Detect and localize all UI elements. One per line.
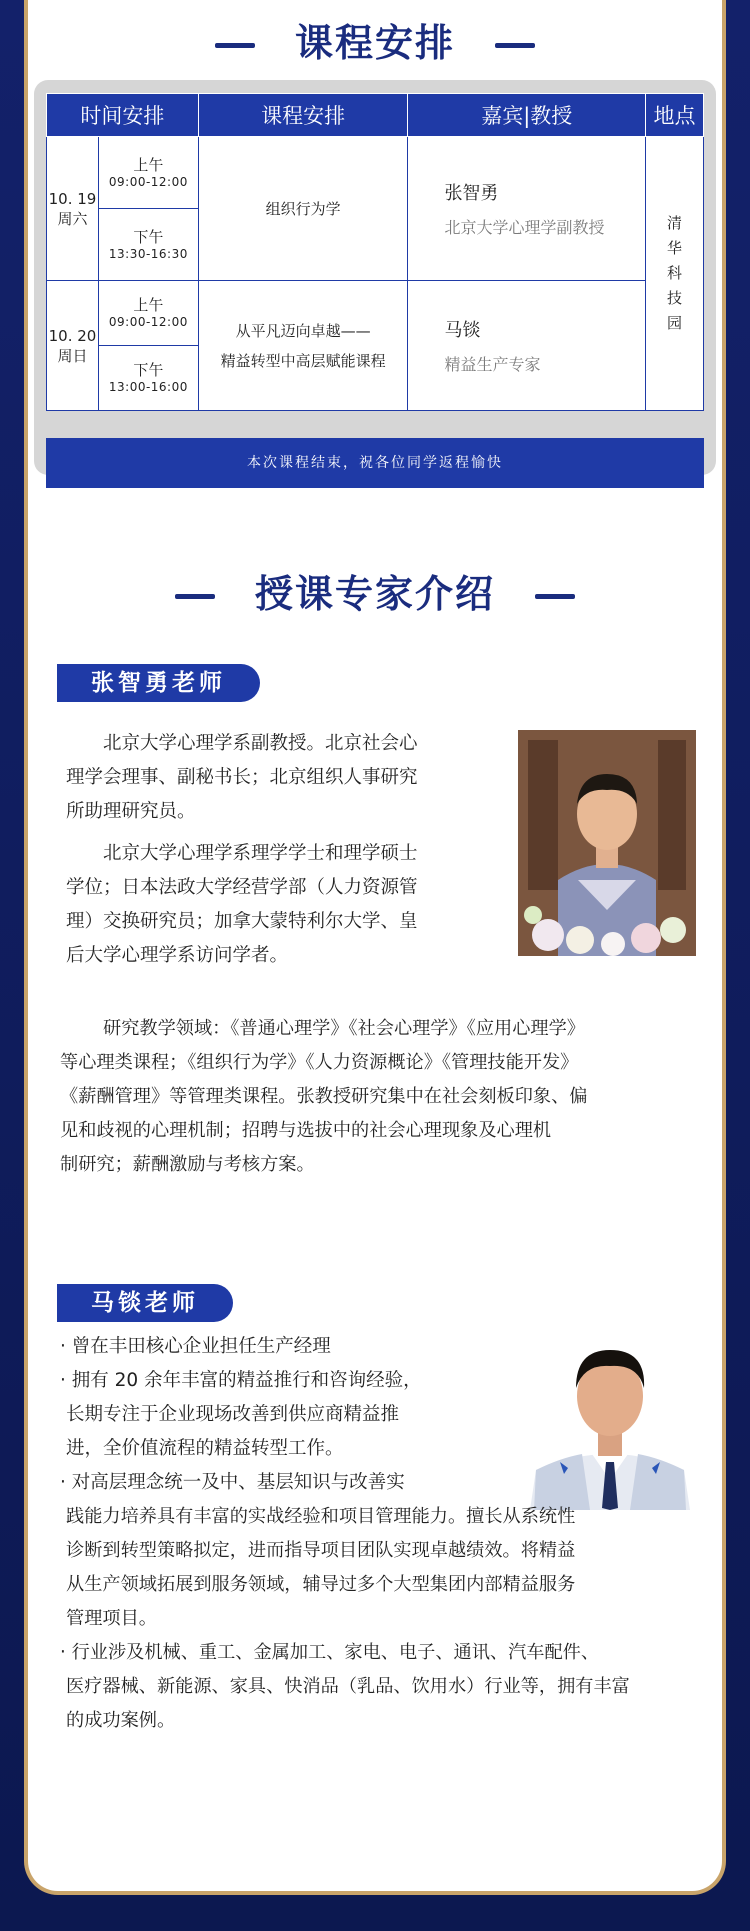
schedule-table	[46, 93, 704, 411]
location-cell: 清华科技园	[646, 137, 704, 411]
header-course: 课程安排	[198, 94, 408, 137]
date-cell: 10. 19 周六	[47, 137, 99, 281]
schedule-header-row	[47, 94, 704, 137]
table-row	[47, 281, 704, 346]
schedule-footer: 本次课程结束，祝各位同学返程愉快	[46, 438, 704, 488]
header-time: 时间安排	[47, 94, 199, 137]
title-dash-left	[215, 43, 255, 48]
header-location: 地点	[646, 94, 704, 137]
schedule-panel	[34, 80, 716, 475]
schedule-section-title: 课程安排	[0, 12, 750, 67]
title-dash-right	[535, 594, 575, 599]
expert1-photo	[518, 730, 696, 956]
expert1-name-badge: 张智勇老师	[57, 664, 260, 702]
table-row	[47, 137, 704, 209]
course-cell: 组织行为学	[198, 137, 408, 281]
expert2-photo	[520, 1330, 700, 1510]
guest-cell: 马锬 精益生产专家	[408, 281, 646, 411]
expert2-name-badge: 马锬老师	[57, 1284, 233, 1322]
date-cell: 10. 20 周日	[47, 281, 99, 411]
title-dash-right	[495, 43, 535, 48]
expert2-bio-top: · 曾在丰田核心企业担任生产经理 · 拥有 20 余年丰富的精益推行和咨询经验， 长期专注于企业现场改善到供应商精益推 进，全价值流程的精益转型工作。 · 对高层理念统一及中、基层知识与改善实	[60, 1336, 422, 1493]
title-dash-left	[175, 594, 215, 599]
course-cell: 从平凡迈向卓越—— 精益转型中高层赋能课程	[198, 281, 408, 411]
slot-cell: 上午 09:00-12:00	[98, 137, 198, 209]
experts-section-title: 授课专家介绍	[0, 563, 750, 618]
slot-cell: 下午 13:00-16:00	[98, 346, 198, 411]
expert1-bio: 北京大学心理学系副教授。北京社会心 理学会理事、副秘书长；北京组织人事研究 所助理研究员。 北京大学心理学系理学学士和理学硕士 学位；日本法政大学经营学部（人力资源管 理）交换研究员；加拿大蒙特利尔大学、皇 后大学心理学系访问学者。	[66, 733, 418, 966]
guest-cell: 张智勇 北京大学心理学副教授	[408, 137, 646, 281]
slot-cell: 下午 13:30-16:30	[98, 209, 198, 281]
expert1-research: 研究教学领域：《普通心理学》《社会心理学》《应用心理学》 等心理类课程；《组织行为学》《人力资源概论》《管理技能开发》 《薪酬管理》等管理类课程。张教授研究集中在社会刻板印象、偏 见和歧视的心理机制；招聘与选拔中的社会心理现象及心理机 制研究；薪酬激励与考核方案。	[60, 1018, 588, 1175]
slot-cell: 上午 09:00-12:00	[98, 281, 198, 346]
header-guest: 嘉宾|教授	[408, 94, 646, 137]
expert2-bio-bottom: 践能力培养具有丰富的实战经验和项目管理能力。擅长从系统性 诊断到转型策略拟定，进而指导项目团队实现卓越绩效。将精益 从生产领域拓展到服务领域，辅导过多个大型集团内部精益服务 管理项目。 · 行业涉及机械、重工、金属加工、家电、电子、通讯、汽车配件、 医疗器械、新能源、家具、快消品（乳品、饮用水）行业等，拥有丰富 的成功案例。	[60, 1506, 630, 1731]
